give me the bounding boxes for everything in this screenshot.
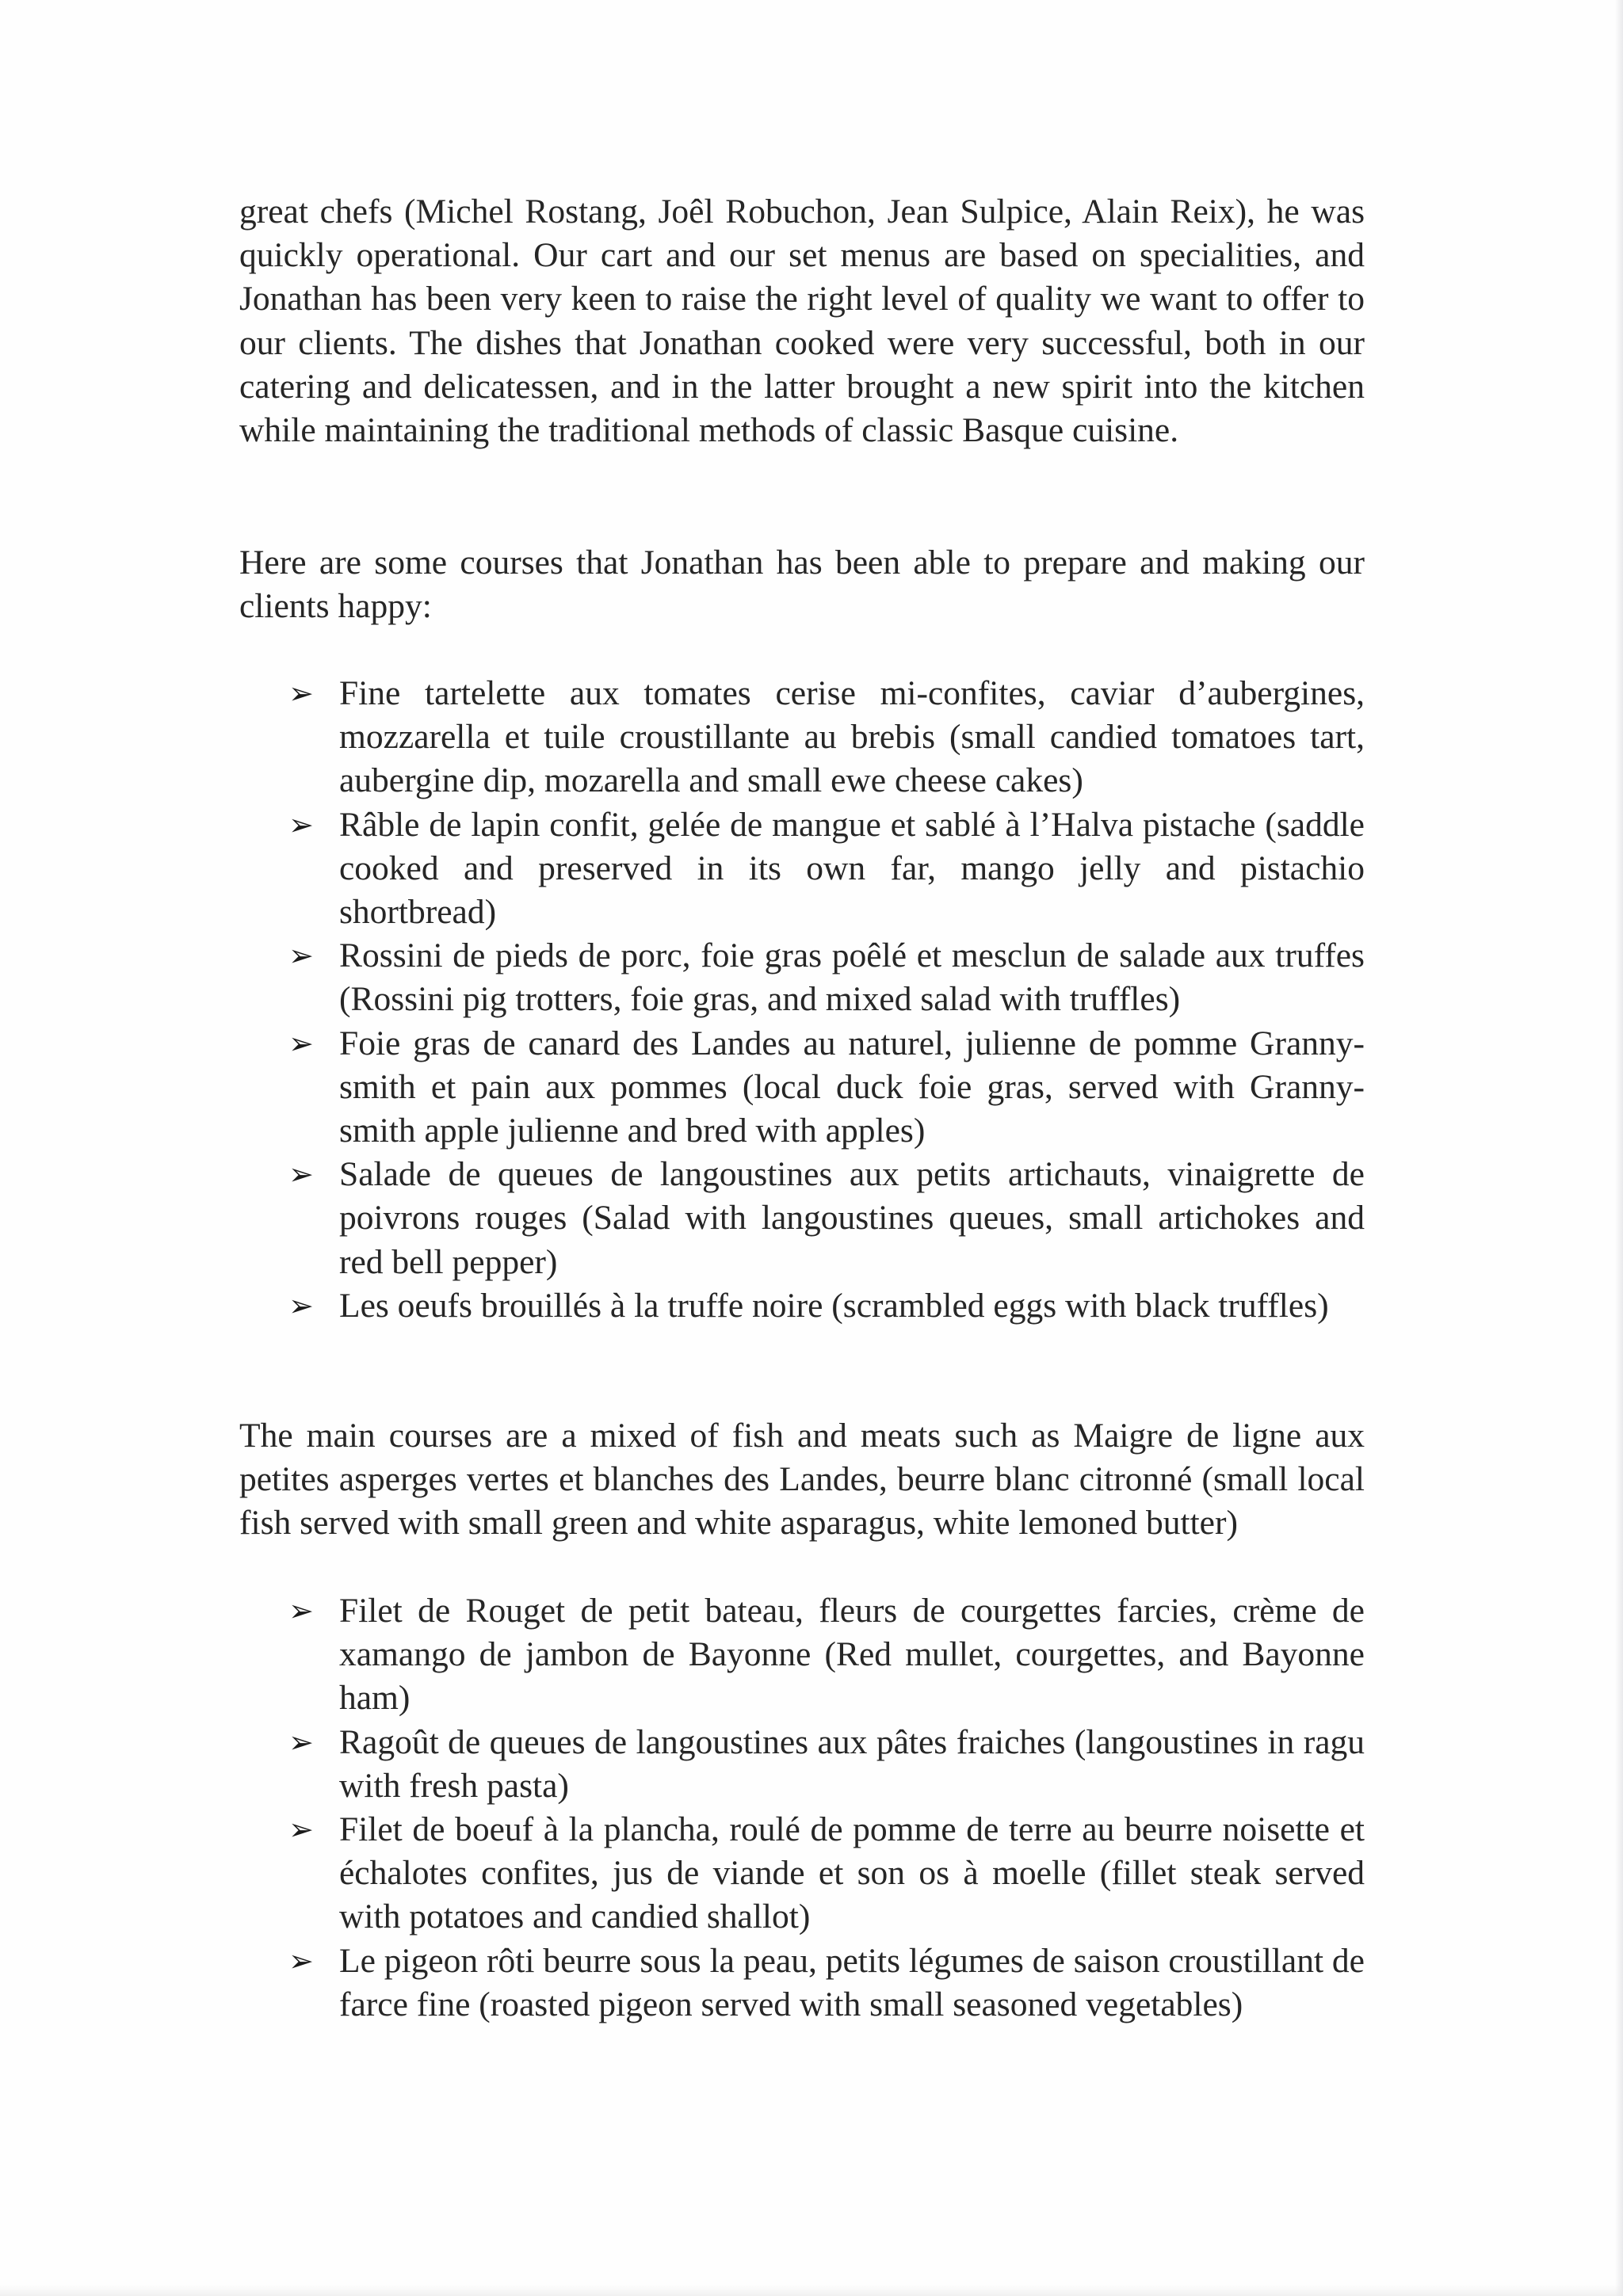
list-item — [239, 1589, 1365, 1721]
list-item — [239, 1284, 1365, 1328]
main-courses-intro-text: The main courses are a mixed of fish and meats such as Maigre de ligne aux petites asperges vertes et blanches des Landes, beurre blanc citronné (small local fish served with small green and white asparagus, white lemoned butter) — [239, 1417, 1365, 1543]
list-item-text: Râble de lapin confit, gelée de mangue et sablé à l’Halva pistache (saddle cooked and preserved in its own far, mango jelly and pistachio shortbread) — [339, 805, 1365, 932]
list-item — [239, 672, 1365, 803]
list-item-text: Salade de queues de langoustines aux petits artichauts, vinaigrette de poivrons rouges (Salad with langoustines queues, small artichokes and red bell pepper) — [339, 1155, 1365, 1281]
main-courses-list — [239, 1589, 1365, 2027]
list-item — [239, 1721, 1365, 1808]
arrowhead-bullet-icon: ➢ — [288, 1025, 314, 1061]
list-item — [239, 934, 1365, 1021]
arrowhead-bullet-icon: ➢ — [288, 1287, 314, 1323]
main-courses-intro-paragraph — [239, 1414, 1365, 1546]
list-item-text: Ragoût de queues de langoustines aux pâtes fraiches (langoustines in ragu with fresh pasta) — [339, 1722, 1365, 1805]
arrowhead-bullet-icon: ➢ — [288, 1724, 314, 1760]
scan-bottom-shadow — [0, 2285, 1623, 2296]
list-item-text: Filet de boeuf à la plancha, roulé de pomme de terre au beurre noisette et échalotes confites, jus de viande et son os à moelle (fillet steak served with potatoes and candied shallot) — [339, 1810, 1365, 1936]
list-item-text: Foie gras de canard des Landes au naturel, julienne de pomme Granny-smith et pain aux pommes (local duck foie gras, served with Granny-smith apple julienne and bred with apples) — [339, 1024, 1365, 1150]
arrowhead-bullet-icon: ➢ — [288, 1593, 314, 1628]
courses-intro-text: Here are some courses that Jonathan has been able to prepare and making our clients happy: — [239, 543, 1365, 626]
arrowhead-bullet-icon: ➢ — [288, 676, 314, 711]
arrowhead-bullet-icon: ➢ — [288, 1157, 314, 1192]
starter-courses-list — [239, 672, 1365, 1328]
list-item-text: Fine tartelette aux tomates cerise mi-confites, caviar d’aubergines, mozzarella et tuile croustillante au brebis (small candied tomatoes tart, aubergine dip, mozarella and small ewe cheese cakes) — [339, 674, 1365, 800]
list-item — [239, 1939, 1365, 2027]
intro-paragraph-text: great chefs (Michel Rostang, Joêl Robuchon, Jean Sulpice, Alain Reix), he was quickly operational. Our cart and our set menus are based on specialities, and Jonathan has been very keen to raise the right level of quality we want to offer to our clients. The dishes that Jonathan cooked were very successful, both in our catering and delicatessen, and in the latter brought a new spirit into the kitchen while maintaining the traditional methods of classic Basque cuisine. — [239, 193, 1365, 450]
list-item — [239, 1153, 1365, 1284]
arrowhead-bullet-icon: ➢ — [288, 1943, 314, 1978]
list-item — [239, 1022, 1365, 1154]
arrowhead-bullet-icon: ➢ — [288, 807, 314, 842]
list-item-text: Les oeufs brouillés à la truffe noire (scrambled eggs with black truffles) — [339, 1286, 1329, 1325]
list-item — [239, 1808, 1365, 1939]
courses-intro-paragraph — [239, 541, 1365, 628]
list-item-text: Le pigeon rôti beurre sous la peau, petits légumes de saison croustillant de farce fine (roasted pigeon served with small seasoned vegetables) — [339, 1941, 1365, 2023]
arrowhead-bullet-icon: ➢ — [288, 1812, 314, 1848]
list-item-text: Rossini de pieds de porc, foie gras poêlé et mesclun de salade aux truffes (Rossini pig trotters, foie gras, and mixed salad with truffles) — [339, 936, 1365, 1019]
scan-edge-shadow — [1615, 0, 1623, 2296]
list-item-text: Filet de Rouget de petit bateau, fleurs de courgettes farcies, crème de xamango de jambon de Bayonne (Red mullet, courgettes, and Bayonne ham) — [339, 1592, 1365, 1718]
intro-paragraph — [239, 190, 1365, 452]
list-item — [239, 803, 1365, 935]
arrowhead-bullet-icon: ➢ — [288, 938, 314, 974]
